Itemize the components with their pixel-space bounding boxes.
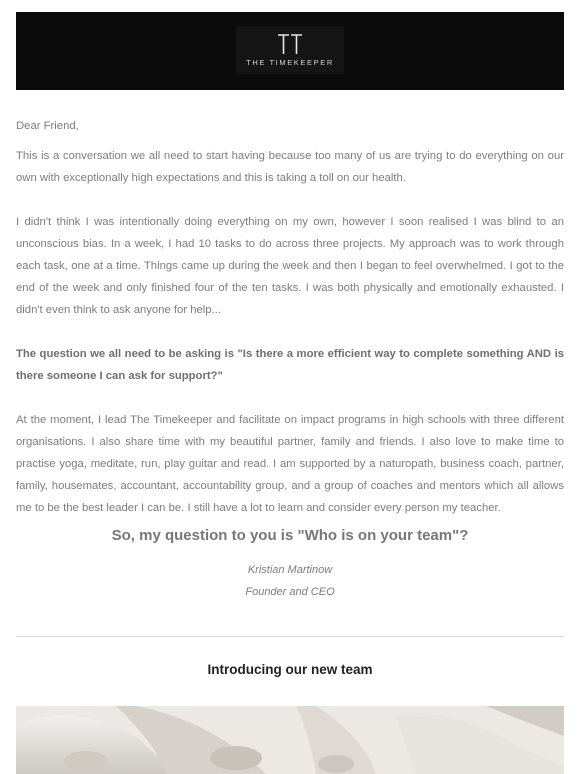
team-photo [16,706,564,774]
logo-text: THE TIMEKEEPER [246,58,334,67]
tt-monogram-icon [277,33,303,55]
team-question: So, my question to you is "Who is on your team"? [111,527,469,544]
paragraph-intro: This is a conversation we all need to start having because too many of us are trying to do everything on our own with exceptionally high expectations and this is taking a toll on our health. [16,150,564,184]
team-section-heading: Introducing our new team [207,662,373,677]
team-photo-hands-image [16,706,564,774]
section-divider [16,636,564,637]
timekeeper-logo[interactable] [236,26,344,74]
paragraph-support: At the moment, I lead The Timekeeper and facilitate on impact programs in high schools with three different organisations. I also share time with my beautiful partner, family and friends. I also love to make time to practise yoga, meditate, run, play guitar and read. I am supported by a naturopath, business coach, partner, family, housemates, accountant, accountability group, and a group of coaches and mentors which all allows me to be the best leader I can be. I still have a lot to learn and consider every person my teacher. [16,414,564,514]
paragraph-story: I didn't think I was intentionally doing everything on my own, however I soon realised I was blind to an unconscious bias. In a week, I had 10 tasks to do across three projects. My approach was to work through each task, one at a time. Things came up during the week and then I began to feel overwhelmed. I got to the end of the week and only finished four of the ten tasks. I was both physically and emotionally exhausted. I didn't even think to ask anyone for help... [16,216,564,316]
letter-body [16,115,564,603]
signature-name: Kristian Martinow [247,564,333,576]
greeting: Dear Friend, [16,120,79,132]
email-header [16,12,564,90]
signature-title: Founder and CEO [245,586,335,598]
paragraph-key-question: The question we all need to be asking is "Is there a more efficient way to complete something AND is there someone I can ask for support?" [16,348,564,382]
